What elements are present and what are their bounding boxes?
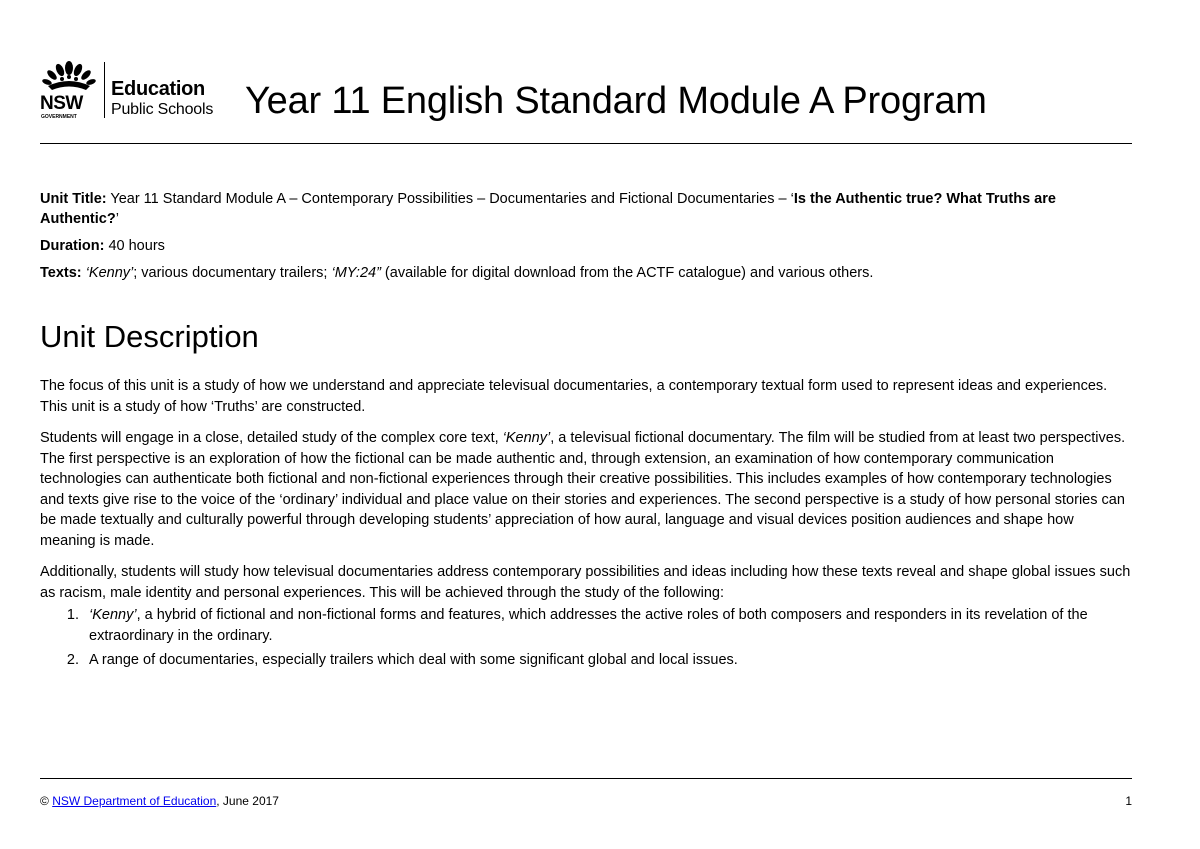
unit-title-line [40, 189, 1130, 229]
paragraph-students-title: ‘Kenny’ [502, 430, 551, 446]
page-number: 1 [1125, 794, 1132, 808]
study-list [40, 605, 1132, 671]
document-title: Year 11 English Standard Module A Program [245, 80, 987, 122]
unit-title-question: Is the Authentic true? What Truths are Authentic? [40, 191, 1056, 227]
logo-education: Education [111, 78, 205, 100]
texts-end: (available for digital download from the ACTF catalogue) and various others. [380, 265, 874, 281]
texts-title-kenny: ‘Kenny’ [85, 265, 134, 281]
unit-meta [40, 189, 1130, 290]
nsw-education-logo [40, 58, 240, 120]
unit-title-text: Year 11 Standard Module A – Contemporary Possibilities – Documentaries and Fictional Documentaries – ‘ [106, 191, 794, 207]
page-header [40, 58, 1132, 144]
duration-line [40, 236, 1130, 256]
footer-divider [40, 778, 1132, 779]
unit-title-end: ’ [115, 211, 119, 227]
texts-line [40, 263, 1130, 283]
header-divider [40, 143, 1132, 144]
logo-divider [104, 62, 105, 118]
paragraph-additionally: Additionally, students will study how televisual documentaries address contemporary possibilities and ideas including how these texts reveal and shape global issues such as racism, male identity and personal experiences. This will be achieved through the study of the following: [40, 564, 1131, 601]
duration-label: Duration: [40, 238, 105, 254]
list-item [83, 650, 1132, 671]
footer-copyright [40, 794, 279, 808]
paragraph-students [40, 428, 1132, 551]
list-item-text: , a hybrid of fictional and non-fictional forms and features, which addresses the active roles of both composers and responders in its revelation of the extraordinary in the ordinary. [89, 607, 1088, 644]
list-item-text: A range of documentaries, especially trailers which deal with some significant global and local issues. [89, 652, 738, 668]
texts-title-my24: ‘MY:24” [331, 265, 381, 281]
duration-value: 40 hours [104, 238, 165, 254]
paragraph-focus: The focus of this unit is a study of how we understand and appreciate televisual documentaries, a contemporary textual form used to represent ideas and experiences. This unit is a study of how ‘Truths’ are constructed. [40, 378, 1108, 415]
footer-date: , June 2017 [216, 794, 279, 808]
logo-wordmark: NSW [40, 93, 83, 114]
logo-government: GOVERNMENT [41, 114, 77, 120]
waratah-logo-icon [40, 58, 98, 120]
department-link[interactable]: NSW Department of Education [52, 794, 217, 808]
texts-middle: ; various documentary trailers; [133, 265, 332, 281]
list-item [83, 605, 1132, 646]
paragraph-students-rest: , a televisual fictional documentary. The film will be studied from at least two perspectives. The first perspective is an exploration of how the fictional can be made authentic and, through extension, an examination of how contemporary communication technologies can authenticate both fictional and non-fictional experiences through their creative possibilities. This includes examples of how contemporary technologies and texts give rise to the voice of the ‘ordinary’ individual and place value on their stories and experiences. The second perspective is a study of how personal stories can be made textually and culturally powerful through developing students’ appreciation of how aural, language and visual devices position audiences and shape how meaning is made. [40, 430, 1126, 549]
list-item-title: ‘Kenny’ [89, 607, 137, 623]
paragraph-students-start: Students will engage in a close, detailed study of the complex core text, [40, 430, 503, 446]
section-heading: Unit Description [40, 319, 259, 354]
texts-label: Texts: [40, 265, 82, 281]
copyright-symbol: © [40, 794, 53, 808]
logo-public-schools: Public Schools [111, 101, 214, 118]
unit-title-label: Unit Title: [40, 191, 107, 207]
unit-description-body [40, 376, 1132, 675]
